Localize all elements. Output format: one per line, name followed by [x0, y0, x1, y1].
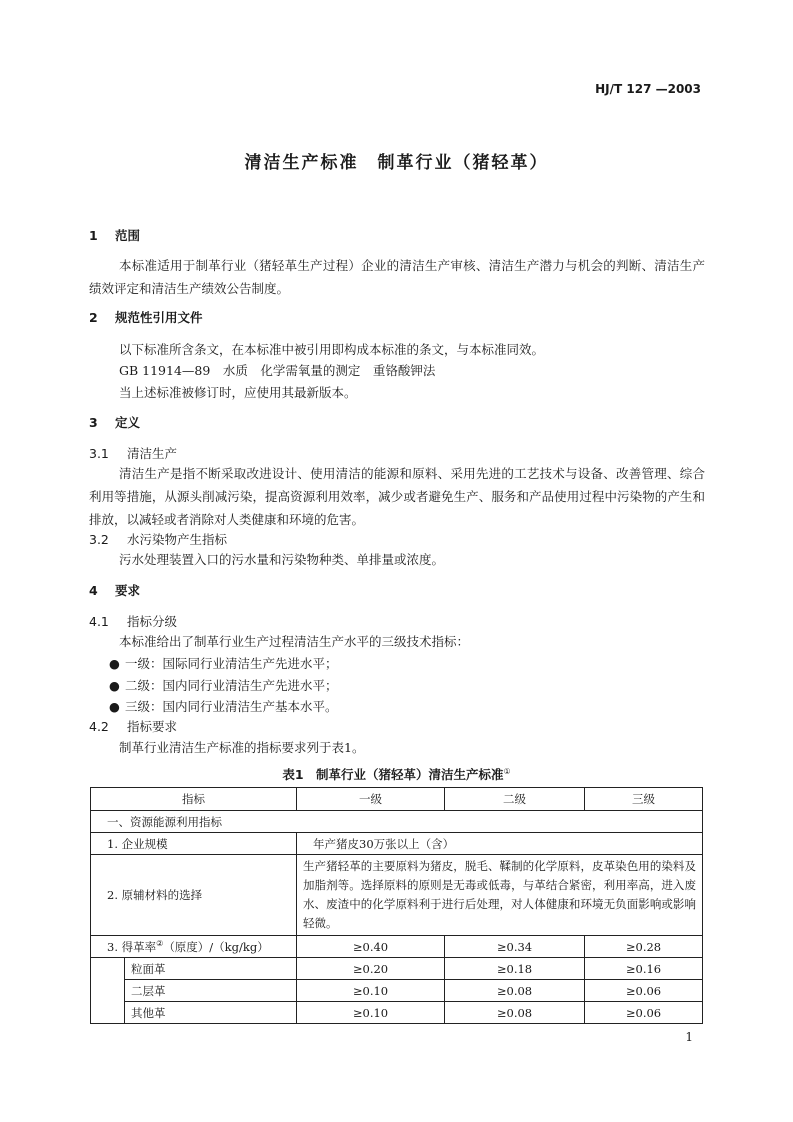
table-row — [91, 980, 703, 1002]
table-row — [91, 855, 703, 936]
section-3-heading — [89, 413, 140, 431]
table-row — [91, 936, 703, 958]
level-2-value: ≥0.08 — [445, 1002, 585, 1024]
row-label: 粒面革 — [125, 958, 297, 980]
row-label: 其他革 — [125, 1002, 297, 1024]
section-2-heading — [89, 308, 203, 326]
level-2-value: ≥0.18 — [445, 958, 585, 980]
table-row — [91, 958, 703, 980]
page-number: 1 — [685, 1030, 693, 1044]
table-caption-text: 表1 制革行业（猪轻革）清洁生产标准 — [282, 767, 504, 782]
bullet-icon: ● — [109, 656, 120, 671]
indent-cell — [91, 958, 125, 1024]
row-label-unit: （原度）/（kg/kg） — [163, 939, 269, 954]
level-2-value: ≥0.08 — [445, 980, 585, 1002]
list-item-text: 一级：国际同行业清洁生产先进水平； — [125, 656, 338, 671]
list-item-text: 二级：国内同行业清洁生产先进水平； — [125, 678, 338, 693]
row-label — [91, 936, 297, 958]
subsection-title: 指标分级 — [127, 614, 178, 629]
column-header: 指标 — [91, 788, 297, 811]
table-header-row — [91, 788, 703, 811]
row-label: 二层革 — [125, 980, 297, 1002]
subsection-number: 4.2 — [89, 719, 109, 734]
section-2-line: 当上述标准被修订时，应使用其最新版本。 — [119, 385, 357, 400]
bullet-icon: ● — [109, 678, 120, 693]
subsection-4-2-paragraph: 制革行业清洁生产标准的指标要求列于表1。 — [119, 740, 365, 755]
level-3-value: ≥0.16 — [585, 958, 703, 980]
section-title: 要求 — [115, 583, 141, 598]
section-2-line: 以下标准所含条文，在本标准中被引用即构成本标准的条文，与本标准同效。 — [119, 342, 545, 357]
section-number: 1 — [89, 228, 98, 243]
subsection-3-2-paragraph: 污水处理装置入口的污水量和污染物种类、单排量或浓度。 — [119, 552, 445, 567]
level-3-value: ≥0.06 — [585, 1002, 703, 1024]
subsection-title: 清洁生产 — [127, 446, 178, 461]
subsection-3-1-heading — [89, 444, 177, 462]
row-value: 生产猪轻革的主要原料为猪皮，脱毛、鞣制的化学原料，皮革染色用的染料及加脂剂等。选择原料的原则是无毒或低毒，与革结合紧密，利用率高，进入废水、废渣中的化学原料利于进行后处理，对人体健康和环境无负面影响或影响轻微。 — [297, 855, 703, 936]
group-heading: 一、资源能源利用指标 — [91, 811, 703, 833]
section-title: 规范性引用文件 — [115, 310, 203, 325]
subsection-3-1-paragraph: 清洁生产是指不断采取改进设计、使用清洁的能源和原料、采用先进的工艺技术与设备、改善管理、综合利用等措施，从源头削减污染，提高资源利用效率，减少或者避免生产、服务和产品使用过程中污染物的产生和排放，以减轻或者消除对人类健康和环境的危害。 — [89, 466, 705, 527]
level-1-value: ≥0.40 — [297, 936, 445, 958]
section-1-heading — [89, 226, 140, 244]
level-1-value: ≥0.10 — [297, 980, 445, 1002]
table-row — [91, 833, 703, 855]
page-title: 清洁生产标准 制革行业（猪轻革） — [244, 153, 549, 173]
standard-code: HJ/T 127 —2003 — [595, 82, 701, 96]
list-item-text: 三级：国内同行业清洁生产基本水平。 — [125, 699, 338, 714]
section-number: 2 — [89, 310, 98, 325]
reference-standard: GB 11914—89 水质 化学需氧量的测定 重铬酸钾法 — [119, 363, 436, 378]
table-caption — [0, 765, 793, 783]
section-number: 3 — [89, 415, 98, 430]
footnote-marker: ② — [156, 938, 164, 948]
row-label: 2. 原辅材料的选择 — [91, 855, 297, 936]
standards-table — [90, 787, 703, 1024]
level-3-value: ≥0.28 — [585, 936, 703, 958]
section-number: 4 — [89, 583, 98, 598]
section-1-paragraph: 本标准适用于制革行业（猪轻革生产过程）企业的清洁生产审核、清洁生产潜力与机会的判断、清洁生产绩效评定和清洁生产绩效公告制度。 — [89, 258, 705, 296]
row-label-text: 3. 得革率 — [107, 939, 157, 954]
subsection-4-2-heading — [89, 717, 177, 735]
table-row — [91, 1002, 703, 1024]
subsection-number: 4.1 — [89, 614, 109, 629]
column-header: 三级 — [585, 788, 703, 811]
subsection-title: 水污染物产生指标 — [127, 532, 228, 547]
section-title: 范围 — [115, 228, 141, 243]
list-item — [109, 654, 338, 672]
list-item — [109, 676, 338, 694]
list-item — [109, 697, 338, 715]
column-header: 一级 — [297, 788, 445, 811]
section-title: 定义 — [115, 415, 141, 430]
subsection-4-1-intro: 本标准给出了制革行业生产过程清洁生产水平的三级技术指标： — [119, 634, 470, 649]
column-header: 二级 — [445, 788, 585, 811]
subsection-4-1-heading — [89, 612, 177, 630]
subsection-title: 指标要求 — [127, 719, 178, 734]
level-2-value: ≥0.34 — [445, 936, 585, 958]
level-1-value: ≥0.10 — [297, 1002, 445, 1024]
level-1-value: ≥0.20 — [297, 958, 445, 980]
section-4-heading — [89, 581, 140, 599]
bullet-icon: ● — [109, 699, 120, 714]
level-3-value: ≥0.06 — [585, 980, 703, 1002]
row-label: 1. 企业规模 — [91, 833, 297, 855]
row-value: 年产猪皮30万张以上（含） — [297, 833, 703, 855]
subsection-3-2-heading — [89, 530, 227, 548]
subsection-number: 3.2 — [89, 532, 109, 547]
footnote-marker: ① — [503, 766, 511, 776]
subsection-number: 3.1 — [89, 446, 109, 461]
table-row — [91, 811, 703, 833]
